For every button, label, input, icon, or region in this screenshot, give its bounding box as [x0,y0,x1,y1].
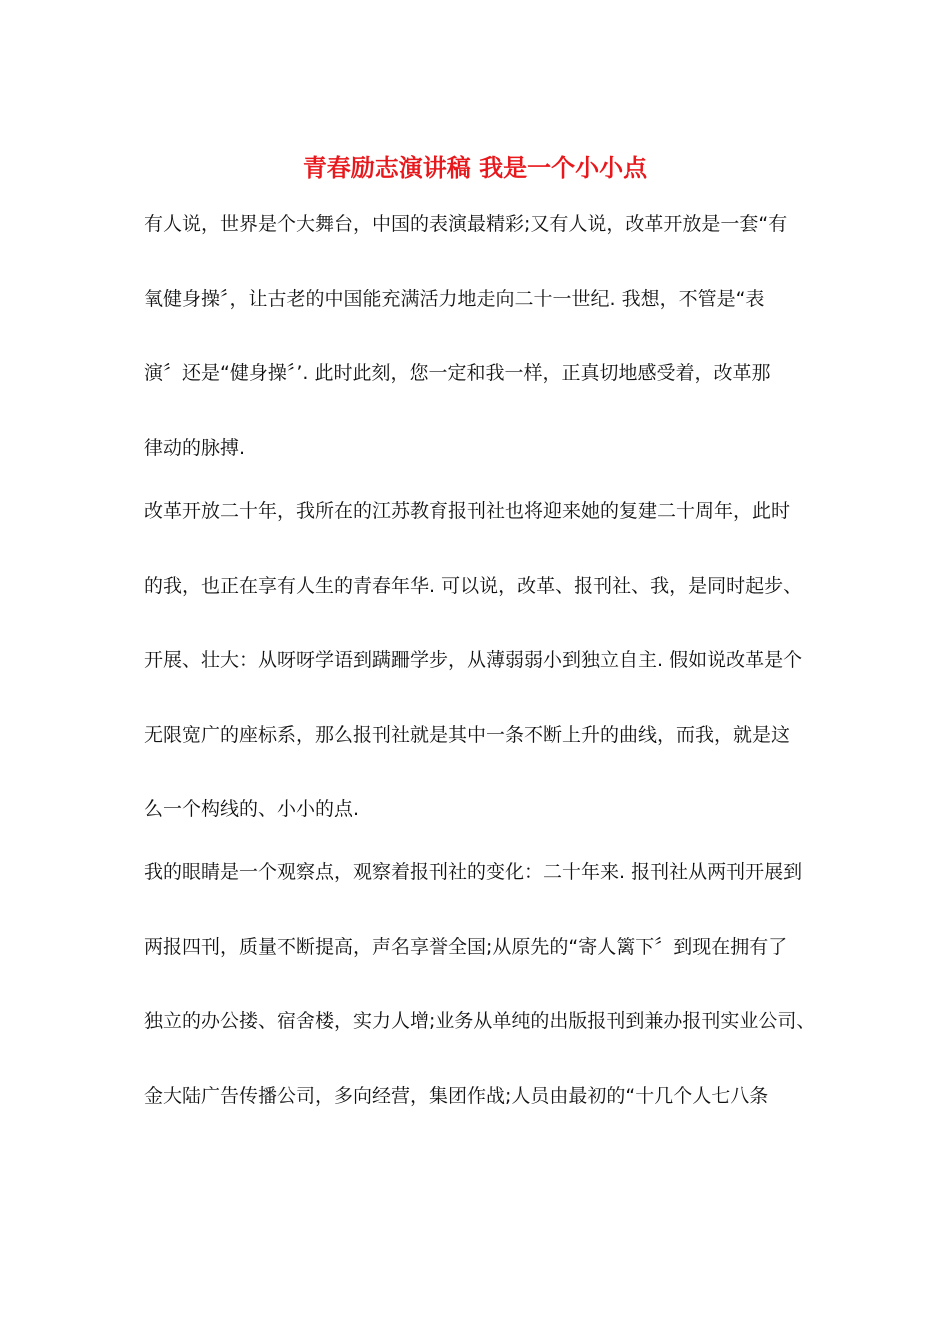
document-title: 青春励志演讲稿 我是一个小小点 [302,153,648,182]
paragraph-line: 的我，也正在享有人生的青春年华. 可以说，改革、报刊社、我，是同时起步、 [144,575,803,597]
paragraph-line: 我的眼睛是一个观察点，观察着报刊社的变化：二十年来. 报刊社从两刊开展到 [144,861,803,883]
paragraph-line: 无限宽广的座标系，那么报刊社就是其中一条不断上升的曲线，而我，就是这 [144,724,791,746]
paragraph-line: 演〞还是“健身操〞’. 此时此刻，您一定和我一样，正真切地感受着，改革那 [144,362,771,384]
paragraph-line: 律动的脉搏. [144,437,246,459]
paragraph-line: 氧健身操〞，让古老的中国能充满活力地走向二十一世纪. 我想，不管是“表 [144,288,765,310]
paragraph-line: 么一个构线的、小小的点. [144,798,360,820]
paragraph-line: 开展、壮大：从呀呀学语到蹒跚学步，从薄弱弱小到独立自主. 假如说改革是个 [144,649,803,671]
paragraph-line: 改革开放二十年，我所在的江苏教育报刊社也将迎来她的复建二十周年，此时 [144,500,791,522]
paragraph-line: 两报四刊，质量不断提高，声名享誉全国;从原先的“寄人篱下〞到现在拥有了 [144,936,788,958]
paragraph-line: 有人说，世界是个大舞台，中国的表演最精彩;又有人说，改革开放是一套“有 [144,213,788,235]
paragraph-line: 独立的办公搂、宿舍楼，实力人增;业务从单纯的出版报刊到兼办报刊实业公司、 [144,1010,816,1032]
paragraph-line: 金大陆广告传播公司，多向经营，集团作战;人员由最初的“十几个人七八条 [144,1085,769,1107]
